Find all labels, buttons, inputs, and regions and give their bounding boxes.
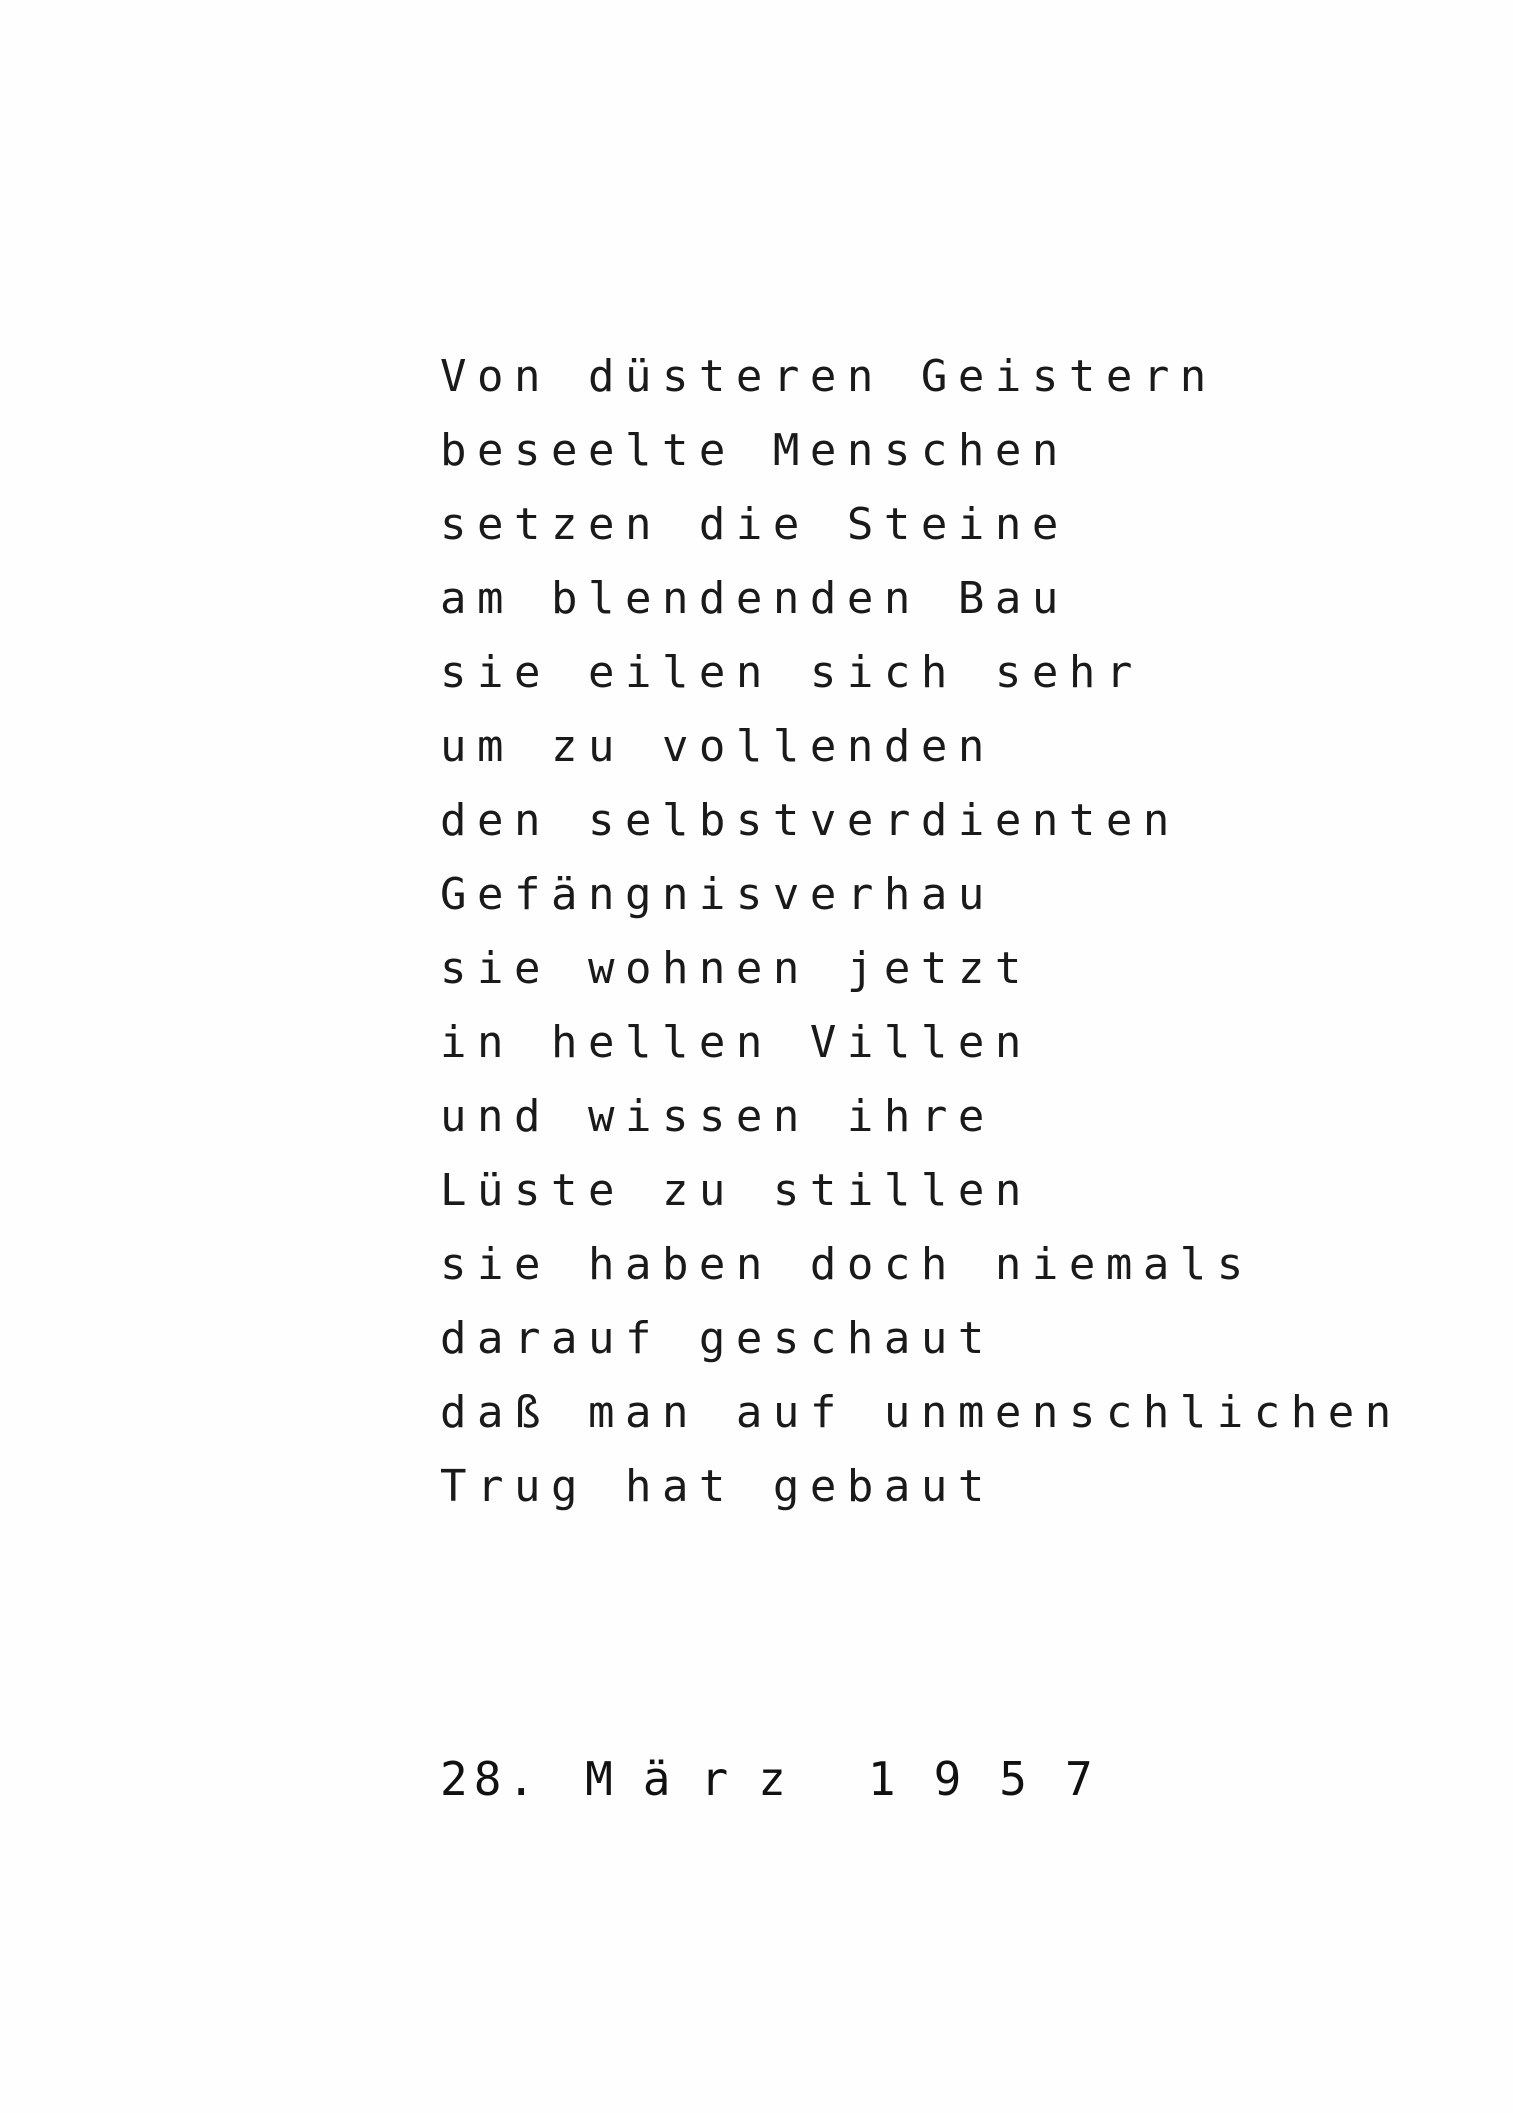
poem [440,340,1402,1524]
date-year: 1957 [867,1752,1131,1806]
poem-line: darauf geschaut [440,1313,995,1364]
poem-line: sie wohnen jetzt [440,943,1032,994]
poem-line: Von düsteren Geistern [440,351,1217,402]
date-month: März [585,1752,816,1806]
poem-line: am blendenden Bau [440,573,1069,624]
poem-line: beseelte Menschen [440,425,1069,476]
poem-line: setzen die Steine [440,499,1069,550]
poem-line: Gefängnisverhau [440,869,995,920]
poem-line: den selbstverdienten [440,795,1180,846]
date-day: 28. [440,1752,542,1806]
poem-line: in hellen Villen [440,1017,1032,1068]
poem-line: um zu vollenden [440,721,995,772]
poem-line: daß man auf unmenschlichen [440,1387,1402,1438]
poem-line: sie haben doch niemals [440,1239,1254,1290]
poem-line: Trug hat gebaut [440,1461,995,1512]
poem-line: Lüste zu stillen [440,1165,1032,1216]
poem-line: sie eilen sich sehr [440,647,1143,698]
poem-line: und wissen ihre [440,1091,995,1142]
date-line [440,1742,1131,1816]
